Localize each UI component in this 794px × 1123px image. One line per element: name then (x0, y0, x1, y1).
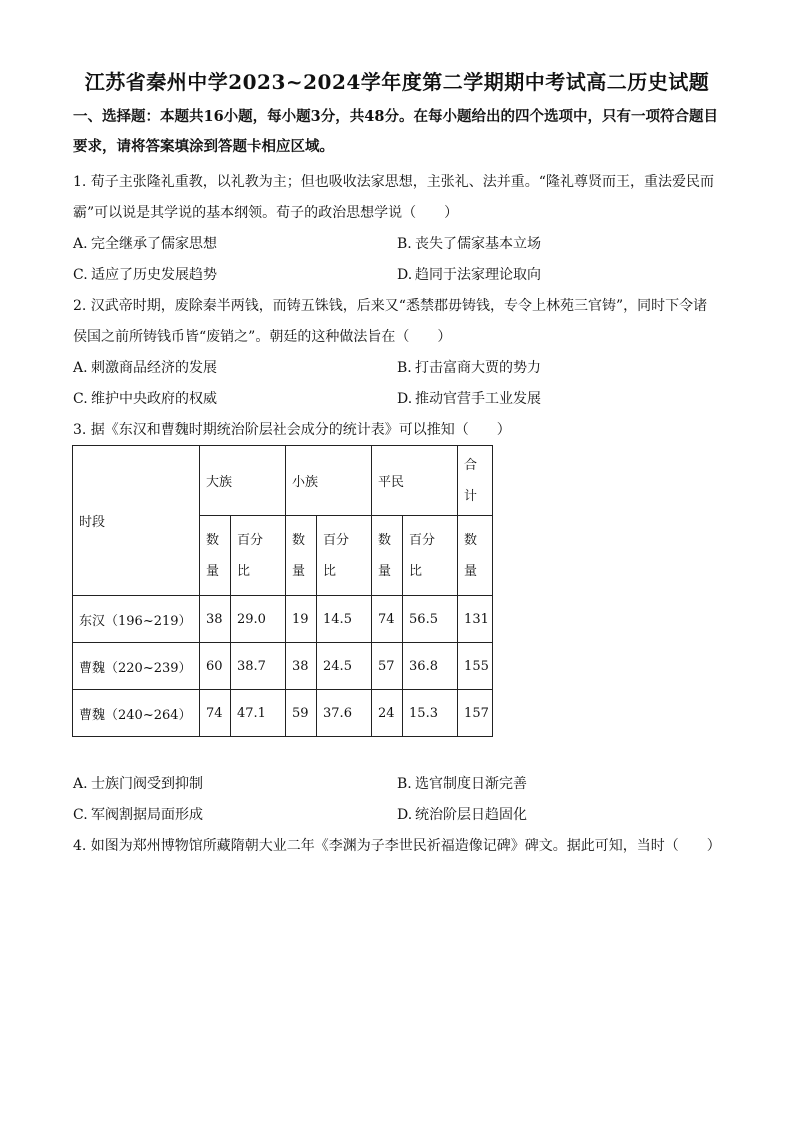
pct-header (403, 516, 458, 596)
row-period: 东汉（196~219） (73, 596, 200, 643)
pct-char-2: 比 (409, 563, 423, 579)
page-title: 江苏省秦州中学2023~2024学年度第二学期期中考试高二历史试题 (84, 70, 710, 94)
cell-small-pct: 37.6 (317, 690, 372, 737)
cell-small-qty: 38 (286, 643, 317, 690)
option-text: 适应了历史发展趋势 (91, 267, 217, 283)
table-row (73, 690, 493, 737)
cell-large-qty: 38 (200, 596, 231, 643)
qty-char-1: 数 (464, 532, 478, 548)
q2-option-a (73, 358, 217, 378)
option-text: 统治阶层日趋固化 (415, 807, 527, 823)
group-header-small-clan: 小族 (286, 446, 372, 516)
pct-char-1: 百分 (409, 532, 436, 548)
option-text: 推动官营手工业发展 (415, 391, 541, 407)
option-text: 士族门阀受到抑制 (91, 776, 203, 792)
q4-line-1: 4. 如图为郑州博物馆所藏隋朝大业二年《李渊为子李世民祈福造像记碑》碑文。据此可知，当时（ ） (73, 838, 721, 854)
cell-large-qty: 74 (200, 690, 231, 737)
cell-large-pct: 29.0 (231, 596, 286, 643)
cell-total: 131 (458, 596, 493, 643)
option-text: 维护中央政府的权威 (91, 391, 217, 407)
option-text: 趋同于法家理论取向 (415, 267, 541, 283)
option-key: C. (73, 807, 88, 823)
cell-commoner-pct: 36.8 (403, 643, 458, 690)
group-header-large-clan: 大族 (200, 446, 286, 516)
cell-commoner-pct: 56.5 (403, 596, 458, 643)
table-row (73, 643, 493, 690)
option-key: A. (73, 236, 88, 252)
row-period: 曹魏（220~239） (73, 643, 200, 690)
qty-char-2: 量 (206, 563, 220, 579)
pct-header (231, 516, 286, 596)
q3-option-b (397, 774, 527, 794)
option-key: B. (397, 776, 412, 792)
pct-char-1: 百分 (237, 532, 264, 548)
period-header: 时段 (73, 446, 200, 596)
option-key: C. (73, 391, 88, 407)
q3-line-1: 3. 据《东汉和曹魏时期统治阶层社会成分的统计表》可以推知（ ） (73, 422, 511, 438)
option-key: A. (73, 360, 88, 376)
q1-option-b (397, 234, 541, 254)
option-key: D. (397, 807, 413, 823)
q2-option-b (397, 358, 541, 378)
total-header (458, 446, 493, 516)
q1-option-a (73, 234, 217, 254)
cell-small-pct: 24.5 (317, 643, 372, 690)
cell-commoner-pct: 15.3 (403, 690, 458, 737)
option-key: B. (397, 236, 412, 252)
total-header-char-1: 合 (464, 457, 478, 473)
cell-large-pct: 47.1 (231, 690, 286, 737)
q1-option-c (73, 265, 217, 285)
option-key: D. (397, 267, 413, 283)
option-key: D. (397, 391, 413, 407)
option-key: A. (73, 776, 88, 792)
option-text: 军阀割据局面形成 (91, 807, 203, 823)
cell-commoner-qty: 74 (372, 596, 403, 643)
qty-char-2: 量 (292, 563, 306, 579)
qty-char-2: 量 (464, 563, 478, 579)
q1-line-2: 霸”可以说是其学说的基本纲领。荀子的政治思想学说（ ） (73, 205, 459, 221)
table-row (73, 596, 493, 643)
q2-line-1: 2. 汉武帝时期，废除秦半两钱，而铸五铢钱，后来又“悉禁郡毋铸钱，专令上林苑三官铸”，同时下令诸 (73, 298, 708, 314)
pct-header (317, 516, 372, 596)
option-text: 刺激商品经济的发展 (91, 360, 217, 376)
q2-option-c (73, 389, 217, 409)
cell-commoner-qty: 24 (372, 690, 403, 737)
option-text: 打击富商大贾的势力 (415, 360, 541, 376)
qty-header (286, 516, 317, 596)
qty-char-1: 数 (292, 532, 306, 548)
qty-header (200, 516, 231, 596)
group-header-commoner: 平民 (372, 446, 458, 516)
total-header-char-2: 计 (464, 488, 478, 504)
cell-large-qty: 60 (200, 643, 231, 690)
cell-small-pct: 14.5 (317, 596, 372, 643)
q3-option-d (397, 805, 527, 825)
option-text: 选官制度日渐完善 (415, 776, 527, 792)
cell-commoner-qty: 57 (372, 643, 403, 690)
pct-char-2: 比 (237, 563, 251, 579)
cell-small-qty: 19 (286, 596, 317, 643)
q2-line-2: 侯国之前所铸钱币皆“废销之”。朝廷的这种做法旨在（ ） (73, 329, 452, 345)
option-key: B. (397, 360, 412, 376)
section-instructions: 一、选择题：本题共16小题，每小题3分，共48分。在每小题给出的四个选项中，只有一项符合题目要求，请将答案填涂到答题卡相应区域。 (73, 108, 718, 155)
table-header-row (73, 446, 493, 516)
qty-header (372, 516, 403, 596)
q3-option-a (73, 774, 203, 794)
qty-header (458, 516, 493, 596)
option-text: 完全继承了儒家思想 (91, 236, 217, 252)
q1-option-d (397, 265, 541, 285)
q3-option-c (73, 805, 203, 825)
cell-large-pct: 38.7 (231, 643, 286, 690)
q2-option-d (397, 389, 541, 409)
row-period: 曹魏（240~264） (73, 690, 200, 737)
cell-total: 155 (458, 643, 493, 690)
option-key: C. (73, 267, 88, 283)
statistics-table (72, 445, 493, 737)
option-text: 丧失了儒家基本立场 (415, 236, 541, 252)
pct-char-1: 百分 (323, 532, 350, 548)
pct-char-2: 比 (323, 563, 337, 579)
qty-char-2: 量 (378, 563, 392, 579)
q1-line-1: 1. 荀子主张隆礼重教，以礼教为主；但也吸收法家思想，主张礼、法并重。“隆礼尊贤而王，重法爱民而 (73, 174, 714, 190)
qty-char-1: 数 (206, 532, 220, 548)
qty-char-1: 数 (378, 532, 392, 548)
cell-small-qty: 59 (286, 690, 317, 737)
cell-total: 157 (458, 690, 493, 737)
